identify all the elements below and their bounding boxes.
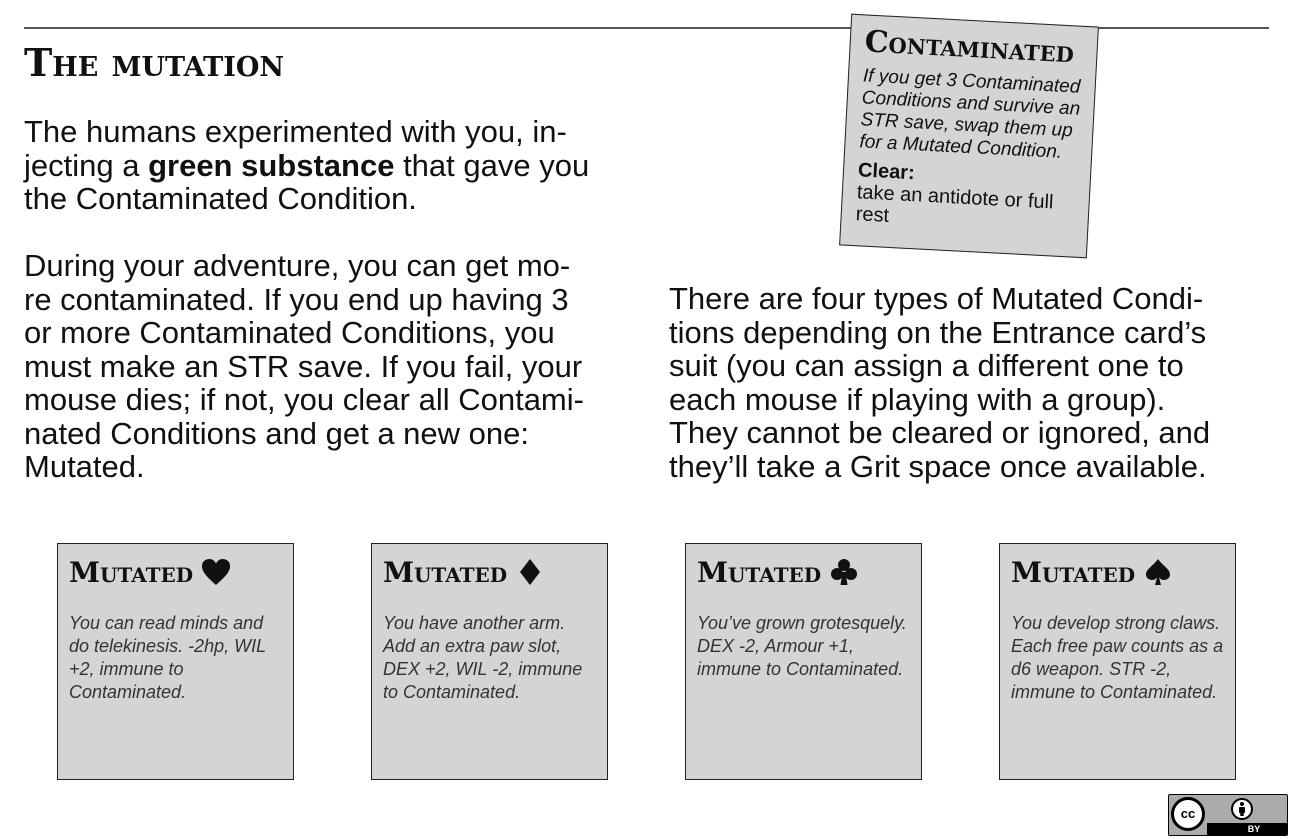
adventure-line: mouse dies; if not, you clear all Contami- xyxy=(24,382,584,417)
mutated-card-description: You’ve grown grotesquely. DEX -2, Armour +1, immune to Contaminated. xyxy=(697,613,907,679)
adventure-paragraph xyxy=(24,249,644,484)
mutated-card-clubs xyxy=(685,543,922,780)
types-line: There are four types of Mutated Condi- xyxy=(669,281,1204,316)
mutated-card-spades xyxy=(999,543,1236,780)
contaminated-card-description: If you get 3 Contaminated Conditions and survive an STR save, swap them up for a Mutated Condition. xyxy=(858,65,1081,163)
mutated-card-diamonds xyxy=(371,543,608,780)
mutated-card-description: You can read minds and do telekinesis. -2hp, WIL +2, immune to Contaminated. xyxy=(69,613,266,702)
club-icon xyxy=(829,558,859,586)
green-substance-text: green substance xyxy=(148,147,395,183)
spade-icon xyxy=(1143,558,1173,586)
mutated-card-title: Mutated xyxy=(697,555,822,589)
mutated-card-title: Mutated xyxy=(69,555,194,589)
mutated-card-description: You have another arm. Add an extra paw slot, DEX +2, WIL -2, immune to Contaminated. xyxy=(383,613,583,702)
adventure-line: re contaminated. If you end up having 3 xyxy=(24,281,569,317)
adventure-line: nated Conditions and get a new one: xyxy=(24,415,529,451)
mutated-card-hearts xyxy=(57,543,294,780)
cc-logo-icon: cc xyxy=(1171,797,1205,831)
types-line: they’ll take a Grit space once available. xyxy=(669,448,1207,484)
by-label: BY xyxy=(1207,823,1287,835)
mutated-card-header xyxy=(69,552,283,592)
adventure-line: During your adventure, you can get mo- xyxy=(24,248,571,283)
adventure-line: or more Contaminated Conditions, you xyxy=(24,315,555,350)
mutated-card-description: You develop strong claws. Each free paw counts as a d6 weapon. STR -2, immune to Contaminated. xyxy=(1011,613,1224,702)
intro-line-2-start: jecting a xyxy=(24,147,149,183)
mutated-card-header xyxy=(1011,552,1225,592)
contaminated-card-title: Contaminated xyxy=(863,24,1075,71)
contaminated-clear-text: take an antidote or full rest xyxy=(855,181,1055,227)
adventure-line: Mutated. xyxy=(24,449,145,484)
types-line: each mouse if playing with a group). xyxy=(669,381,1166,417)
mutated-card-title: Mutated xyxy=(1011,555,1136,589)
intro-line-2 xyxy=(24,149,644,183)
intro-line-2-end: that gave you xyxy=(394,147,590,183)
mutated-card-title: Mutated xyxy=(383,555,508,589)
contaminated-condition-card xyxy=(839,14,1099,259)
section-heading: The mutation xyxy=(24,40,285,85)
attribution-person-icon xyxy=(1231,798,1253,820)
cc-by-license-badge xyxy=(1168,794,1288,836)
types-line: They cannot be cleared or ignored, and xyxy=(669,415,1211,450)
contaminated-clear-label: Clear: xyxy=(857,159,916,185)
intro-paragraph xyxy=(24,115,644,216)
mutated-card-header xyxy=(383,552,597,592)
types-line: suit (you can assign a different one to xyxy=(669,348,1184,383)
mutated-card-header xyxy=(697,552,911,592)
types-line: tions depending on the Entrance card’s xyxy=(669,314,1207,350)
intro-line-1: The humans experimented with you, in- xyxy=(24,114,567,149)
types-paragraph xyxy=(669,282,1269,483)
diamond-icon xyxy=(515,558,545,586)
heart-icon xyxy=(201,558,231,586)
adventure-line: must make an STR save. If you fail, your xyxy=(24,348,583,384)
intro-line-3: the Contaminated Condition. xyxy=(24,181,417,216)
